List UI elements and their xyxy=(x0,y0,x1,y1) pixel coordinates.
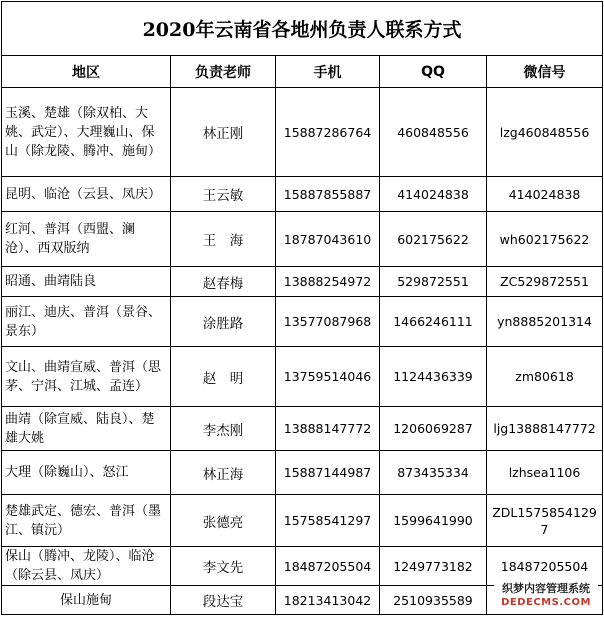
phone-cell: 13888147772 xyxy=(276,407,380,451)
contact-table xyxy=(1,1,603,615)
person-cell: 王云敏 xyxy=(171,177,276,212)
phone-cell: 13577087968 xyxy=(276,297,380,347)
region-cell: 文山、曲靖宣威、普洱（思茅、宁洱、江城、孟连） xyxy=(2,347,171,407)
qq-cell: 873435334 xyxy=(380,451,487,495)
person-cell: 涂胜路 xyxy=(171,297,276,347)
region-cell: 保山施甸 xyxy=(2,586,171,615)
phone-cell: 18213413042 xyxy=(276,586,380,615)
region-cell: 丽江、迪庆、普洱（景谷、景东） xyxy=(2,297,171,347)
table-row xyxy=(2,347,603,407)
person-cell: 林正刚 xyxy=(171,88,276,177)
region-cell: 保山（腾冲、龙陵）、临沧（除云县、凤庆） xyxy=(2,547,171,586)
person-cell: 林正海 xyxy=(171,451,276,495)
qq-cell: 2510935589 xyxy=(380,586,487,615)
header-phone: 手机 xyxy=(276,56,380,88)
watermark-logo xyxy=(494,582,598,612)
qq-cell: 1124436339 xyxy=(380,347,487,407)
region-cell: 楚雄武定、德宏、普洱（墨江、镇沅） xyxy=(2,495,171,547)
header-wechat: 微信号 xyxy=(487,56,603,88)
watermark-text-bottom: DEDECMS.COM xyxy=(501,597,591,608)
wechat-cell: ljg13888147772 xyxy=(487,407,603,451)
phone-cell: 15887855887 xyxy=(276,177,380,212)
table-row xyxy=(2,451,603,495)
qq-cell: 602175622 xyxy=(380,212,487,267)
table-row xyxy=(2,267,603,297)
wechat-cell: wh602175622 xyxy=(487,212,603,267)
region-cell: 昭通、曲靖陆良 xyxy=(2,267,171,297)
table-row xyxy=(2,547,603,586)
region-cell: 玉溪、楚雄（除双柏、大姚、武定）、大理巍山、保山（除龙陵、腾冲、施甸） xyxy=(2,88,171,177)
table-row xyxy=(2,297,603,347)
phone-cell: 15758541297 xyxy=(276,495,380,547)
wechat-cell: ZC529872551 xyxy=(487,267,603,297)
qq-cell: 1466246111 xyxy=(380,297,487,347)
header-region: 地区 xyxy=(2,56,171,88)
header-person: 负责老师 xyxy=(171,56,276,88)
header-qq: QQ xyxy=(380,56,487,88)
person-cell: 张德亮 xyxy=(171,495,276,547)
person-cell: 王 海 xyxy=(171,212,276,267)
phone-cell: 18487205504 xyxy=(276,547,380,586)
phone-cell: 18787043610 xyxy=(276,212,380,267)
table-row xyxy=(2,407,603,451)
wechat-cell: yn8885201314 xyxy=(487,297,603,347)
person-cell: 李杰刚 xyxy=(171,407,276,451)
wechat-cell: lzhsea1106 xyxy=(487,451,603,495)
table-row xyxy=(2,88,603,177)
watermark-text-top: 织梦内容管理系统 xyxy=(502,582,590,595)
person-cell: 段达宝 xyxy=(171,586,276,615)
qq-cell: 1206069287 xyxy=(380,407,487,451)
table-row xyxy=(2,212,603,267)
wechat-cell: zm80618 xyxy=(487,347,603,407)
qq-cell: 1599641990 xyxy=(380,495,487,547)
qq-cell: 529872551 xyxy=(380,267,487,297)
phone-cell: 13759514046 xyxy=(276,347,380,407)
person-cell: 赵 明 xyxy=(171,347,276,407)
person-cell: 赵春梅 xyxy=(171,267,276,297)
qq-cell: 414024838 xyxy=(380,177,487,212)
person-cell: 李文先 xyxy=(171,547,276,586)
phone-cell: 15887144987 xyxy=(276,451,380,495)
region-cell: 大理（除巍山）、怒江 xyxy=(2,451,171,495)
table-row xyxy=(2,495,603,547)
wechat-cell: ZDL15758541297 xyxy=(487,495,603,547)
region-cell: 曲靖（除宣威、陆良）、楚雄大姚 xyxy=(2,407,171,451)
qq-cell: 1249773182 xyxy=(380,547,487,586)
phone-cell: 15887286764 xyxy=(276,88,380,177)
phone-cell: 13888254972 xyxy=(276,267,380,297)
region-cell: 红河、普洱（西盟、澜沧）、西双版纳 xyxy=(2,212,171,267)
wechat-cell: 414024838 xyxy=(487,177,603,212)
wechat-cell: lzg460848556 xyxy=(487,88,603,177)
qq-cell: 460848556 xyxy=(380,88,487,177)
region-cell: 昆明、临沧（云县、凤庆） xyxy=(2,177,171,212)
wechat-cell: 18487205504 xyxy=(487,547,603,586)
table-row xyxy=(2,177,603,212)
table-title: 2020年云南省各地州负责人联系方式 xyxy=(2,2,603,56)
